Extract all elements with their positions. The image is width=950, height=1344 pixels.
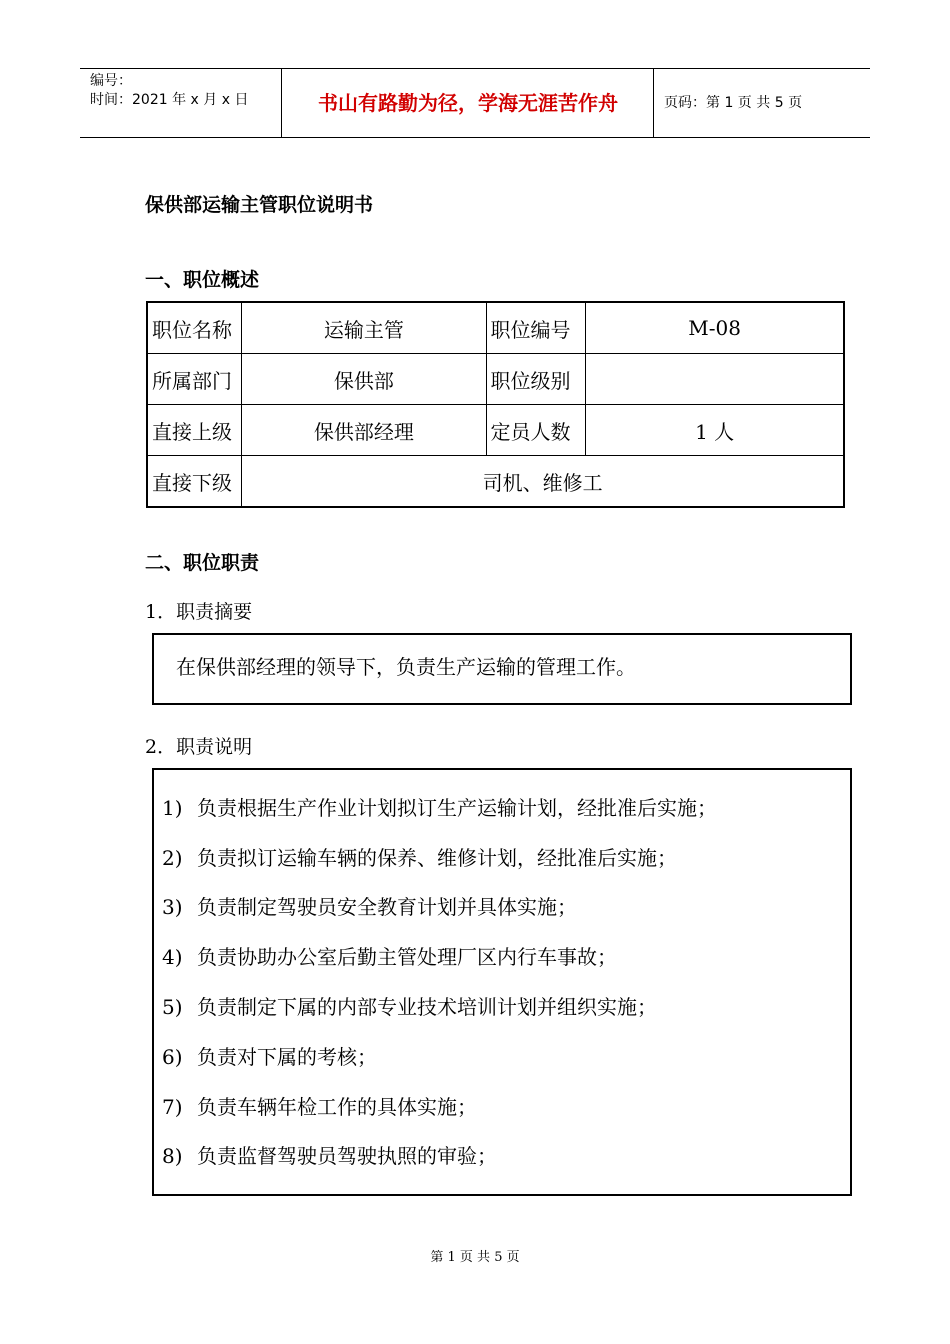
section-heading-overview: 一、职位概述 [145,269,260,291]
table-row [147,354,844,405]
list-item-number: 4) [162,945,183,969]
section-heading-duties: 二、职位职责 [145,552,260,574]
table-row [147,405,844,456]
list-item-number: 5) [162,995,183,1019]
list-item-text: 负责监督驾驶员驾驶执照的审验； [197,1144,497,1168]
subsection-heading-summary: 1．职责摘要 [145,601,253,623]
overview-table [146,301,845,508]
table-cell-value: 司机、维修工 [242,456,844,508]
subsection-heading-detail: 2．职责说明 [145,736,253,758]
list-item-text: 负责制定驾驶员安全教育计划并具体实施； [197,895,577,919]
list-item-text: 负责车辆年检工作的具体实施； [197,1095,477,1119]
table-row [147,302,844,354]
list-item [162,792,717,821]
table-cell-label: 直接上级 [147,405,242,456]
table-cell-label: 职位名称 [147,302,242,354]
summary-box [152,633,852,705]
page-header [80,68,870,138]
list-item [162,941,617,970]
table-cell-value: 保供部经理 [242,405,486,456]
table-cell-value: M-08 [586,302,844,354]
date-label: 时间：2021 年 x 月 x 日 [90,92,249,108]
header-meta [90,72,248,110]
table-cell-label: 直接下级 [147,456,242,508]
list-item-number: 2) [162,846,183,870]
list-item-text: 负责根据生产作业计划拟订生产运输计划，经批准后实施； [197,796,717,820]
page-footer: 第 1 页 共 5 页 [430,1250,520,1265]
list-item-text: 负责制定下属的内部专业技术培训计划并组织实施； [197,995,657,1019]
table-cell-label: 职位级别 [486,354,586,405]
table-cell-value: 1 人 [586,405,844,456]
table-cell-label: 职位编号 [486,302,586,354]
list-item-text: 负责协助办公室后勤主管处理厂区内行车事故； [197,945,617,969]
list-item [162,1140,497,1169]
table-cell-value [586,354,844,405]
table-cell-label: 所属部门 [147,354,242,405]
table-cell-value: 运输主管 [242,302,486,354]
code-label: 编号： [90,73,132,89]
list-item-number: 1) [162,796,183,820]
duties-box [152,768,852,1196]
list-item-number: 7) [162,1095,183,1119]
list-item [162,891,577,920]
list-item-number: 3) [162,895,183,919]
table-row [147,456,844,508]
table-cell-label: 定员人数 [486,405,586,456]
table-cell-value: 保供部 [242,354,486,405]
list-item-text: 负责对下属的考核； [197,1045,377,1069]
list-item [162,991,657,1020]
list-item [162,842,677,871]
list-item-number: 8) [162,1144,183,1168]
list-item-number: 6) [162,1045,183,1069]
list-item [162,1091,477,1120]
header-page-info: 页码：第 1 页 共 5 页 [664,95,803,111]
summary-text: 在保供部经理的领导下，负责生产运输的管理工作。 [176,655,636,679]
header-motto: 书山有路勤为径，学海无涯苦作舟 [318,91,618,115]
document-title: 保供部运输主管职位说明书 [145,194,374,216]
list-item-text: 负责拟订运输车辆的保养、维修计划，经批准后实施； [197,846,677,870]
list-item [162,1041,377,1070]
